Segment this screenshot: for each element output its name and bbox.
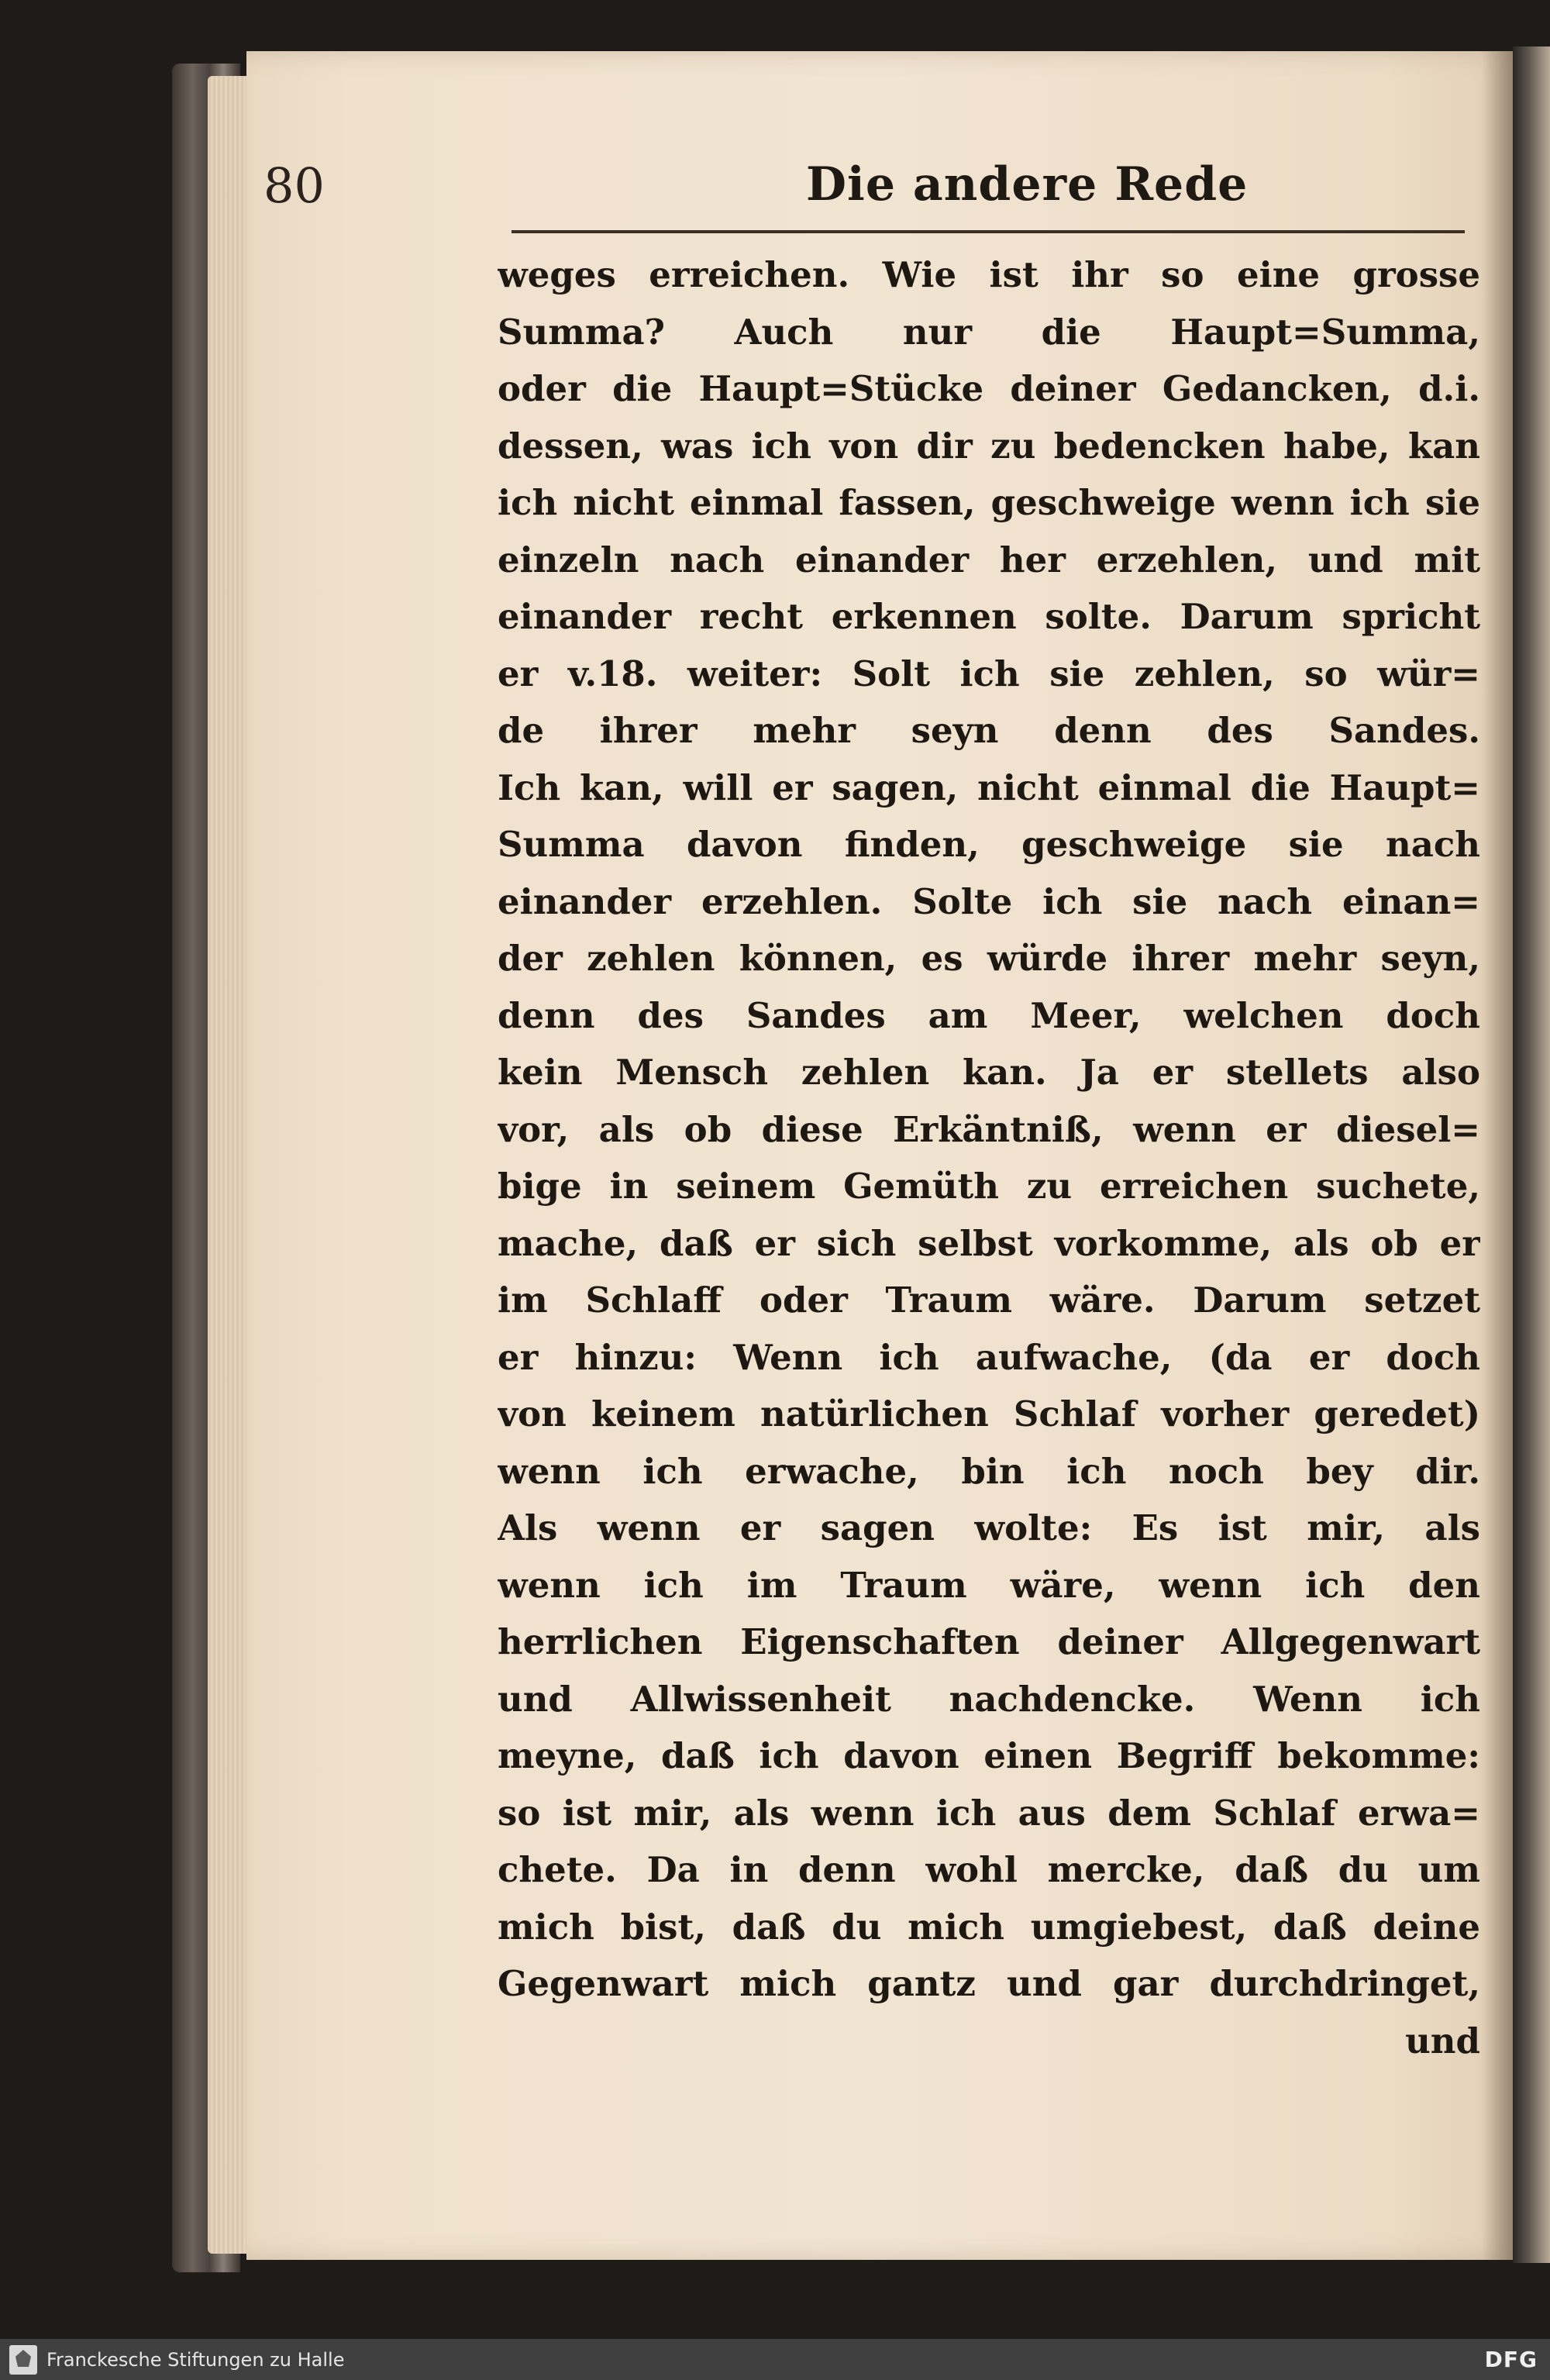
institution-logo-icon: [9, 2345, 37, 2375]
text-line: herrlichen Eigenschaften deiner Allgegenwart: [498, 1621, 1480, 1662]
page-number: 80: [264, 157, 325, 214]
text-line: einander erzehlen. Solte ich sie nach einan=: [498, 880, 1480, 922]
text-line: und Allwissenheit nachdencke. Wenn ich: [498, 1678, 1480, 1720]
text-line: im Schlaff oder Traum wäre. Darum setzet: [498, 1280, 1480, 1321]
text-line: denn des Sandes am Meer, welchen doch: [498, 994, 1480, 1036]
text-line: kein Mensch zehlen kan. Ja er stellets also: [498, 1052, 1480, 1093]
catchword: und: [1405, 2020, 1480, 2061]
text-line: mich bist, daß du mich umgiebest, daß deine: [498, 1906, 1480, 1948]
header-rule: [512, 230, 1465, 233]
page-gutter-shadow: [1482, 51, 1513, 2260]
body-text: [498, 246, 1480, 2069]
text-line: dessen, was ich von dir zu bedencken habe, kan: [498, 425, 1480, 467]
text-line: mache, daß er sich selbst vorkomme, als ob er: [498, 1222, 1480, 1264]
footer-institution: Franckesche Stiftungen zu Halle: [46, 2349, 345, 2371]
text-line: ich nicht einmal fassen, geschweige wenn ich sie: [498, 482, 1480, 523]
text-line: de ihrer mehr seyn denn des Sandes.: [498, 710, 1480, 751]
text-line: Summa? Auch nur die Haupt=Summa,: [498, 311, 1480, 353]
text-line: wenn ich im Traum wäre, wenn ich den: [498, 1564, 1480, 1606]
text-line: wenn ich erwache, bin ich noch bey dir.: [498, 1450, 1480, 1492]
facing-page-edge: [1513, 46, 1550, 2263]
text-line: meyne, daß ich davon einen Begriff bekomme:: [498, 1735, 1480, 1776]
text-line: chete. Da in denn wohl mercke, daß du um: [498, 1849, 1480, 1890]
text-line: er v.18. weiter: Solt ich sie zehlen, so wür=: [498, 653, 1480, 694]
text-line: Summa davon finden, geschweige sie nach: [498, 824, 1480, 865]
text-line: bige in seinem Gemüth zu erreichen suchete,: [498, 1166, 1480, 1207]
text-line: oder die Haupt=Stücke deiner Gedancken, d.i.: [498, 368, 1480, 409]
footer-bar: [0, 2339, 1550, 2380]
text-line: Als wenn er sagen wolte: Es ist mir, als: [498, 1507, 1480, 1548]
text-line: er hinzu: Wenn ich aufwache, (da er doch: [498, 1336, 1480, 1378]
text-line: der zehlen können, es würde ihrer mehr seyn,: [498, 938, 1480, 979]
text-line: weges erreichen. Wie ist ihr so eine grosse: [498, 254, 1480, 295]
text-line: so ist mir, als wenn ich aus dem Schlaf erwa=: [498, 1792, 1480, 1834]
text-line: vor, als ob diese Erkäntniß, wenn er diesel=: [498, 1108, 1480, 1150]
footer-brand-logo: DFG: [1484, 2347, 1538, 2372]
text-line: Ich kan, will er sagen, nicht einmal die Haupt=: [498, 766, 1480, 808]
text-line: einander recht erkennen solte. Darum spricht: [498, 596, 1480, 637]
text-line: einzeln nach einander her erzehlen, und mit: [498, 539, 1480, 580]
text-line: von keinem natürlichen Schlaf vorher geredet): [498, 1393, 1480, 1435]
text-line: Gegenwart mich gantz und gar durchdringet,: [498, 1963, 1480, 2004]
running-title: Die andere Rede: [806, 157, 1249, 212]
